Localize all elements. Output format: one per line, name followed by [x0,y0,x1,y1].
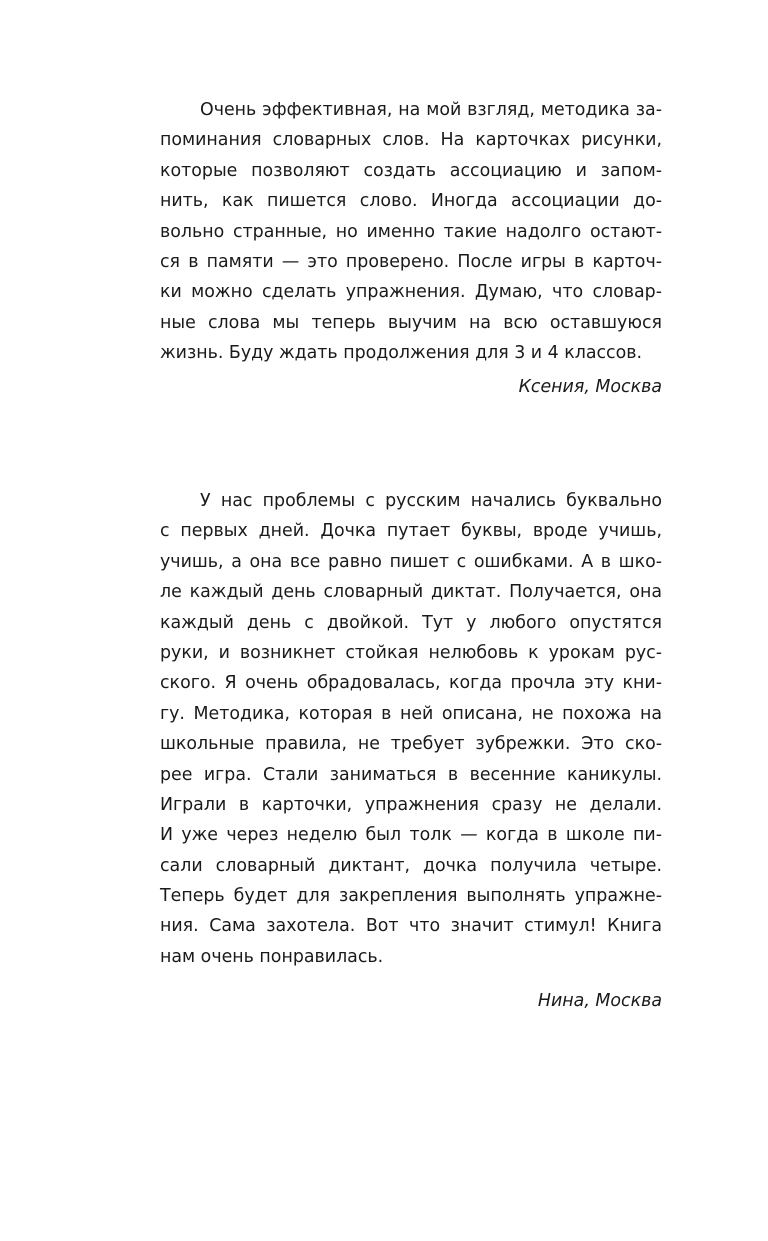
text-line: ния. Сама захотела. Вот что значит стимул! Книга [160,916,662,937]
text-line: которые позволяют создать ассоциацию и запом- [160,160,662,181]
text-line: И уже через неделю был толк — когда в школе пи- [160,825,662,846]
text-line: с первых дней. Дочка путает буквы, вроде учишь, [160,521,662,542]
review-2 [160,486,662,1017]
text-line: ки можно сделать упражнения. Думаю, что словар- [160,282,662,303]
review-author: Нина, Москва [537,991,662,1012]
review-1 [160,95,662,402]
text-line: ся в памяти — это проверено. После игры в карточ- [160,251,662,272]
review-author: Ксения, Москва [518,376,662,397]
text-line: У нас проблемы с русским начались буквально [200,491,662,511]
text-line: нам очень понравилась. [160,946,384,967]
text-line: учишь, а она все равно пишет с ошибками. А в шко- [160,551,662,572]
text-line: жизнь. Буду ждать продолжения для 3 и 4 классов. [160,343,643,364]
text-line: рее игра. Стали заниматься в весенние каникулы. [160,764,662,785]
text-line: поминания словарных слов. На карточках рисунки, [160,130,662,151]
text-line: нить, как пишется слово. Иногда ассоциации до- [160,191,662,212]
text-line: Теперь будет для закрепления выполнять упражне- [160,886,662,907]
text-line: ные слова мы теперь выучим на всю оставшуюся [160,312,662,333]
text-line: Очень эффективная, на мой взгляд, методика за- [200,100,662,120]
text-line: Играли в карточки, упражнения сразу не делали. [160,794,662,815]
text-line: школьные правила, не требует зубрежки. Это ско- [160,734,662,755]
review-text [160,486,662,972]
text-line: ского. Я очень обрадовалась, когда прочла эту кни- [160,673,662,694]
text-line: сали словарный диктант, дочка получила четыре. [160,855,662,876]
text-line: ле каждый день словарный диктат. Получается, она [160,582,662,603]
text-line: вольно странные, но именно такие надолго остают- [160,221,662,242]
text-line: руки, и возникнет стойкая нелюбовь к урокам рус- [160,642,662,663]
text-line: гу. Методика, которая в ней описана, не похожа на [160,703,662,724]
review-text [160,95,662,369]
text-line: каждый день с двойкой. Тут у любого опустятся [160,612,662,633]
